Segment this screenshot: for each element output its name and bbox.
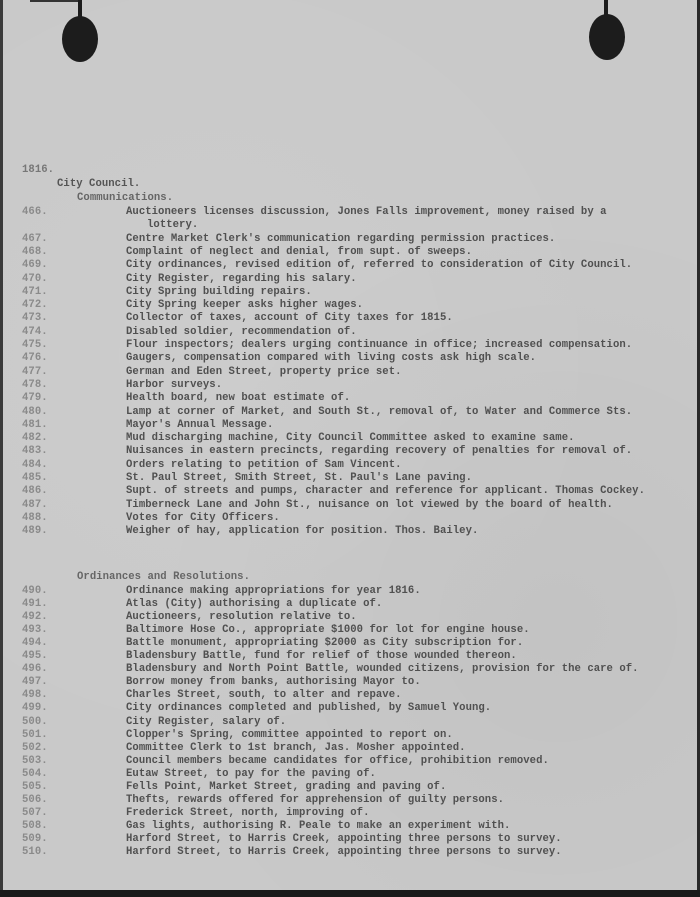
entry-text: City Register, salary of. bbox=[126, 715, 287, 728]
entry-text: St. Paul Street, Smith Street, St. Paul's Lane paving. bbox=[126, 472, 472, 484]
entry-number: 510. bbox=[22, 846, 48, 858]
entry-number: 484. bbox=[22, 458, 48, 471]
subsection-heading-communications: Communications. bbox=[77, 192, 174, 204]
entry-text: Battle monument, appropriating $2000 as City subscription for. bbox=[126, 637, 524, 650]
entry-number: 499. bbox=[22, 702, 48, 715]
entry-text: Complaint of neglect and denial, from supt. of sweeps. bbox=[126, 245, 472, 258]
entry-text: Timberneck Lane and John St., nuisance on lot viewed by the board of health. bbox=[126, 498, 613, 511]
entry-text: Auctioneers, resolution relative to. bbox=[126, 611, 357, 624]
entry-text: Orders relating to petition of Sam Vincent. bbox=[126, 458, 402, 471]
section-heading: City Council. bbox=[57, 178, 141, 190]
entry-number: 480. bbox=[22, 405, 48, 418]
entry-text: Mud discharging machine, City Council Committee asked to examine same. bbox=[126, 432, 575, 445]
entry-number: 503. bbox=[22, 754, 48, 767]
entry-text: Charles Street, south, to alter and repave. bbox=[126, 689, 402, 702]
entry-number: 497. bbox=[22, 676, 48, 689]
entry-number: 509. bbox=[22, 832, 48, 845]
entry-text: Baltimore Hose Co., appropriate $1000 for lot for engine house. bbox=[126, 624, 530, 637]
entry-text: Collector of taxes, account of City taxes for 1815. bbox=[126, 312, 453, 325]
year-heading: 1816. bbox=[22, 164, 55, 176]
entry-text: Clopper's Spring, committee appointed to report on. bbox=[126, 728, 453, 741]
entry-number: 468. bbox=[22, 245, 48, 258]
entry-number: 479. bbox=[22, 392, 48, 405]
entry-text: Gas lights, authorising R. Peale to make an experiment with. bbox=[126, 819, 511, 832]
entry-text: Flour inspectors; dealers urging continuance in office; increased compensation. bbox=[126, 339, 633, 351]
entry-text: Gaugers, compensation compared with living costs ask high scale. bbox=[126, 352, 537, 365]
entry-number: 475. bbox=[22, 339, 48, 351]
entry-text: Health board, new boat estimate of. bbox=[126, 392, 351, 405]
entry-number: 469. bbox=[22, 259, 48, 272]
entry-text: Disabled soldier, recommendation of. bbox=[126, 325, 357, 338]
entry-text: Centre Market Clerk's communication regarding permission practices. bbox=[126, 232, 556, 245]
entry-number: 498. bbox=[22, 689, 48, 702]
entry-number: 489. bbox=[22, 525, 48, 538]
entry-text-continuation: lottery. bbox=[147, 219, 199, 232]
entry-number: 473. bbox=[22, 312, 48, 325]
entry-text: City ordinances completed and published, by Samuel Young. bbox=[126, 702, 492, 715]
entry-number: 508. bbox=[22, 819, 48, 832]
file-tab-edge bbox=[30, 0, 80, 2]
entry-text: Harbor surveys. bbox=[126, 378, 223, 391]
entry-number: 492. bbox=[22, 611, 48, 624]
entry-number: 491. bbox=[22, 598, 48, 611]
entry-text: Auctioneers licenses discussion, Jones Falls improvement, money raised by a bbox=[126, 206, 607, 218]
binder-hole-right-icon bbox=[589, 14, 625, 60]
entry-text: Ordinance making appropriations for year 1816. bbox=[126, 585, 421, 597]
entry-number: 467. bbox=[22, 232, 48, 245]
entry-number: 493. bbox=[22, 624, 48, 637]
entry-text: City Register, regarding his salary. bbox=[126, 272, 357, 285]
entry-text: Eutaw Street, to pay for the paving of. bbox=[126, 767, 376, 780]
entry-number: 490. bbox=[22, 585, 48, 597]
entry-text: Borrow money from banks, authorising Mayor to. bbox=[126, 676, 421, 689]
entry-number: 477. bbox=[22, 365, 48, 378]
entry-number: 507. bbox=[22, 806, 48, 819]
entry-number: 496. bbox=[22, 663, 48, 676]
entry-text: Thefts, rewards offered for apprehension of guilty persons. bbox=[126, 793, 505, 806]
entry-number: 471. bbox=[22, 285, 48, 298]
entry-number: 487. bbox=[22, 498, 48, 511]
entry-text: Committee Clerk to 1st branch, Jas. Mosher appointed. bbox=[126, 741, 466, 754]
entry-number: 486. bbox=[22, 485, 48, 498]
entry-number: 482. bbox=[22, 432, 48, 445]
entry-text: Fells Point, Market Street, grading and paving of. bbox=[126, 780, 447, 793]
entry-text: City Spring keeper asks higher wages. bbox=[126, 299, 364, 312]
entry-text: Mayor's Annual Message. bbox=[126, 418, 274, 431]
entry-number: 470. bbox=[22, 272, 48, 285]
entry-text: City ordinances, revised edition of, referred to consideration of City Council. bbox=[126, 259, 633, 272]
entry-text: Nuisances in eastern precincts, regarding recovery of penalties for removal of. bbox=[126, 445, 633, 458]
entry-number: 495. bbox=[22, 650, 48, 663]
entry-number: 502. bbox=[22, 741, 48, 754]
entry-text: Bladensbury and North Point Battle, wounded citizens, provision for the care of. bbox=[126, 663, 639, 676]
entry-text: Council members became candidates for office, prohibition removed. bbox=[126, 754, 549, 767]
entry-text: Supt. of streets and pumps, character and reference for applicant. Thomas Cockey. bbox=[126, 485, 645, 498]
entry-number: 474. bbox=[22, 325, 48, 338]
entry-text: Atlas (City) authorising a duplicate of. bbox=[126, 598, 383, 611]
scan-edge-bottom bbox=[0, 890, 700, 897]
subsection-heading-ordinances: Ordinances and Resolutions. bbox=[77, 571, 250, 583]
entry-number: 483. bbox=[22, 445, 48, 458]
entry-text: Bladensbury Battle, fund for relief of those wounded thereon. bbox=[126, 650, 517, 663]
entry-number: 506. bbox=[22, 793, 48, 806]
entry-number: 504. bbox=[22, 767, 48, 780]
entry-number: 485. bbox=[22, 472, 48, 484]
entry-number: 466. bbox=[22, 206, 48, 218]
entry-text: German and Eden Street, property price set. bbox=[126, 365, 402, 378]
entry-number: 488. bbox=[22, 511, 48, 524]
entry-text: Lamp at corner of Market, and South St., removal of, to Water and Commerce Sts. bbox=[126, 405, 633, 418]
entry-text: City Spring building repairs. bbox=[126, 285, 312, 298]
entry-text: Weigher of hay, application for position. Thos. Bailey. bbox=[126, 525, 479, 538]
scan-edge-left bbox=[0, 0, 3, 897]
entry-number: 472. bbox=[22, 299, 48, 312]
entry-text: Harford Street, to Harris Creek, appointing three persons to survey. bbox=[126, 832, 562, 845]
binder-hole-left-icon bbox=[62, 16, 98, 62]
entry-number: 494. bbox=[22, 637, 48, 650]
entry-number: 500. bbox=[22, 715, 48, 728]
entry-number: 478. bbox=[22, 378, 48, 391]
entry-text: Frederick Street, north, improving of. bbox=[126, 806, 370, 819]
entry-number: 476. bbox=[22, 352, 48, 365]
entry-text: Votes for City Officers. bbox=[126, 511, 280, 524]
entry-number: 481. bbox=[22, 418, 48, 431]
entry-number: 505. bbox=[22, 780, 48, 793]
entry-number: 501. bbox=[22, 728, 48, 741]
entry-text: Harford Street, to Harris Creek, appointing three persons to survey. bbox=[126, 846, 562, 858]
